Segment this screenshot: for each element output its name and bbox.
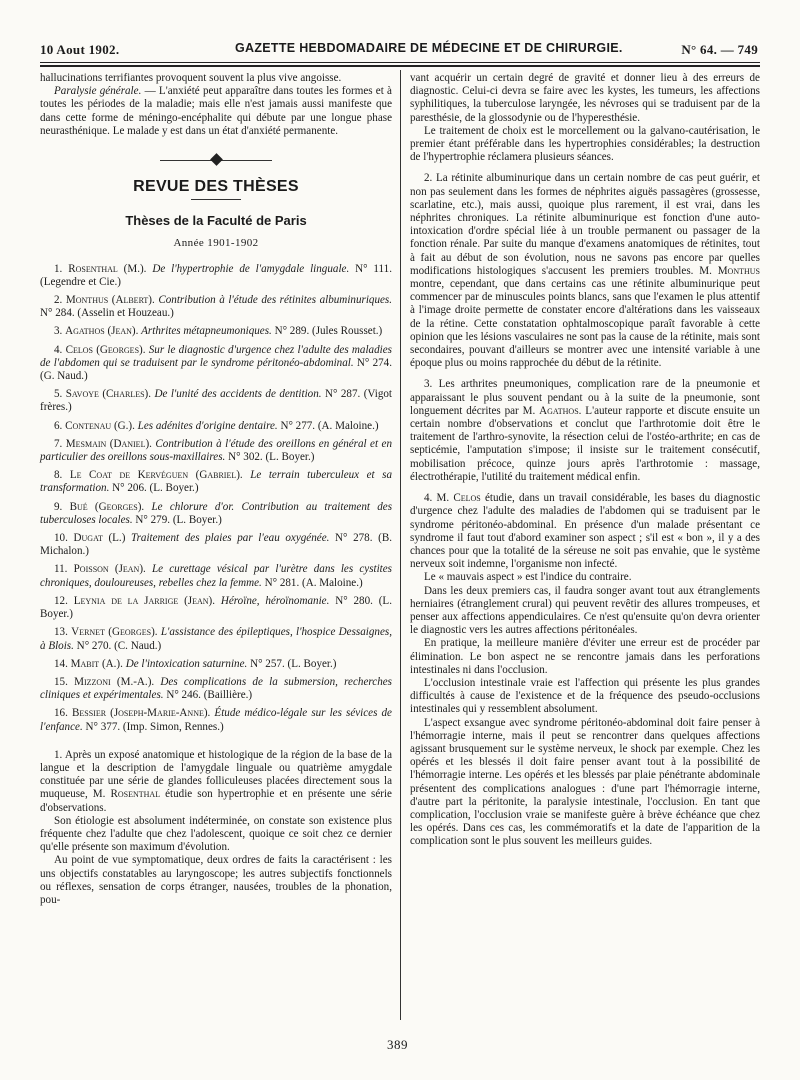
thesis-title: Des complications de la submersion, recherches cliniques et expérimentales.	[40, 675, 392, 702]
thesis-title: De l'hypertrophie de l'amygdale linguale.	[152, 262, 350, 275]
author-name: Agathos	[539, 404, 579, 417]
thesis-title: Le terrain tuberculeux et sa transformation.	[40, 469, 392, 495]
thesis-entry	[40, 420, 392, 433]
paragraph: 2. La rétinite albuminurique dans un certain nombre de cas peut guérir, et non pas seulement dans les formes de néphrites aiguës passagères (grossesse, scarlatine, etc.), mais aussi, quoique plus rarement, il est vrai, dans les néphrites chroniques. La rétinite albuminurique est fonction d'une auto-intoxication d'ordre spécial liée à un trouble permanent ou passager de la fonction rénale. Par suite du manque d'examens anatomiques de rétinites, tout à fait au début de son évolution, nous ne savons pas encore par quelles modifications histologiques s'accusent les premiers troubles. M. Monthus montre, cependant, que dans certains cas une rétinite albuminurique peut commencer par de minuscules points blancs, sans que l'examen le plus attentif à l'image droite permette de constater encore d'altérations dans les vaisseaux de la rétine. Cette constatation ophtalmoscopique paraît favorable à cette opinion que les lésions vasculaires ne sont pas la cause de la rétinite, mais sont secondaires, pouvant d'ailleurs se montrer avec une intensité variable à une époque plus ou moins rapprochée du début de la rétinite.	[410, 172, 760, 370]
thesis-entry	[40, 344, 392, 384]
page-number: 389	[387, 1037, 408, 1052]
thesis-entry	[40, 438, 392, 464]
thesis-title: Contribution à l'étude des oreillons en général et en particulier des oreillons sous-maxillaires.	[40, 437, 392, 464]
paragraph: Au point de vue symptomatique, deux ordres de faits la caractérisent : les uns objectifs constatables au laryngoscope; les autres subjectifs fonctionnels ou réflexes, sensation de corps étranger, nausées, troubles de la phonation, pou-	[40, 854, 392, 906]
thesis-author: Mesmain (Daniel).	[65, 437, 152, 450]
paragraph: Son étiologie est absolument indéterminée, on constate son existence plus fréquente chez l'adulte que chez l'adolescent, quoique ce soit chez ce dernier qu'elle présente son maximum d'évolution.	[40, 814, 392, 854]
thesis-author: Bessier (Joseph-Marie-Anne).	[71, 707, 211, 720]
separator-diamond-icon	[210, 153, 223, 166]
thesis-entry	[40, 676, 392, 702]
thesis-author: Le Coat de Kervéguen (Gabriel).	[69, 469, 243, 482]
thesis-author: Bué (Georges).	[69, 500, 145, 513]
thesis-title: Sur le diagnostic d'urgence chez l'adulte des maladies de l'abdomen qui se traduisent par le syndrome péritonéo-abdominal.	[40, 343, 392, 369]
thesis-number: 5.	[54, 388, 63, 401]
thesis-author: Rosenthal (M.).	[68, 262, 147, 275]
thesis-author: Dugat (L.)	[73, 532, 126, 545]
paragraph: vant acquérir un certain degré de gravité et donner lieu à des erreurs de diagnostic. Celui-ci devra se faire avec les kystes, les tumeurs, les affections syphilitiques, la tuberculose laryngée, les névroses qui se traduisent par de la paresthésie, de la glossodynie ou de l'hyperesthésie.	[410, 72, 760, 124]
thesis-publisher: N° 281. (A. Maloine.)	[261, 576, 363, 589]
thesis-entry	[40, 263, 392, 289]
paragraph: Le traitement de choix est le morcellement ou la galvano-cautérisation, le premier étant préférable dans les hypertrophies considérables; la destruction de l'hypertrophie réclamera plusieurs séances.	[410, 124, 760, 164]
thesis-title: L'assistance des épileptiques, l'hospice Dessaignes, à Blois.	[40, 626, 392, 652]
thesis-author: Agathos (Jean).	[65, 325, 139, 338]
thesis-entry	[40, 325, 392, 338]
author-name: Monthus	[717, 264, 760, 277]
thesis-entry	[40, 707, 392, 733]
thesis-number: 4.	[54, 343, 63, 356]
thesis-number: 12.	[54, 594, 68, 607]
thesis-publisher: N° 111. (Legendre et Cie.)	[40, 262, 392, 288]
thesis-number: 14.	[54, 657, 68, 670]
thesis-author: Monthus (Albert).	[65, 294, 155, 307]
thesis-title: Contribution à l'étude des rétinites albuminuriques.	[158, 294, 393, 307]
right-column	[410, 72, 760, 849]
thesis-author: Mabit (A.).	[70, 657, 123, 670]
header-date: 10 Aout 1902.	[40, 42, 120, 57]
thesis-publisher: N° 377. (Imp. Simon, Rennes.)	[82, 720, 224, 733]
thesis-number: 8.	[54, 469, 63, 482]
thesis-number: 6.	[54, 419, 63, 432]
column-divider	[400, 70, 401, 1020]
header-rule	[40, 62, 760, 63]
thesis-title: Étude médico-légale sur les sévices de l'enfance.	[40, 707, 392, 733]
paragraph: 4. M. Celos étudie, dans un travail considérable, les bases du diagnostic d'urgence chez l'adulte des maladies de l'abdomen qui se traduisent par le syndrome péritonéo-abdominal. En présence d'un malade présentant ce syndrome il faut tout d'abord examiner son aspect ; s'il est « bon », il y a des chances pour que la totalité de la séreuse ne soit pas envahie, que le système nerveux soit indemne, l'organisme non infecté.	[410, 492, 760, 571]
paragraph	[40, 85, 392, 138]
thesis-publisher: N° 277. (A. Maloine.)	[277, 419, 379, 432]
thesis-entry	[40, 469, 392, 495]
thesis-author: Celos (Georges).	[65, 343, 146, 356]
thesis-title: Arthrites métapneumoniques.	[141, 325, 272, 338]
paragraph-label: Paralysie générale.	[54, 85, 142, 98]
thesis-number: 15.	[54, 675, 68, 688]
thesis-entry	[40, 563, 392, 589]
thesis-number: 1.	[54, 262, 63, 275]
paragraph: L'aspect exsangue avec syndrome péritonéo-abdominal doit faire penser à l'hémorragie interne, mais il peut se rencontrer dans quelques affections agissant brusquement sur le système nerveux, le shock par exemple. Chez les opérés et les blessés il doit faire penser avant tout à la possibilité de l'hémorragie interne. Les opérés et les blessés par plaie pénétrante abdominale présentent des complications analogues : d'une part l'hémorragie interne, d'autre part la péritonite, la paralysie intestinale, l'occlusion. En tant que complication, l'occlusion vraie se manifeste guère à brève échéance que chez les opérés. Dans ces cas, les commémoratifs et la date de l'apparition de la complication sont le plus souvent les meilleurs guides.	[410, 716, 760, 848]
thesis-number: 9.	[54, 500, 63, 513]
thesis-title: Le chlorure d'or. Contribution au traitement des tuberculoses locales.	[40, 500, 393, 526]
thesis-entry	[40, 501, 392, 527]
thesis-publisher: N° 270. (C. Naud.)	[73, 639, 162, 652]
thesis-entry	[40, 532, 392, 558]
paragraph: Dans les deux premiers cas, il faudra songer avant tout aux étranglements herniaires (étranglement crural) qui peuvent revêtir des allures trompeuses, et penser aux affections appendiculaires. Ce n'est qu'ensuite qu'on devra orienter le diagnostic vers les autres affections péritonéales.	[410, 584, 760, 637]
thesis-title: De l'intoxication saturnine.	[125, 657, 248, 670]
thesis-publisher: N° 302. (L. Boyer.)	[225, 451, 315, 464]
thesis-entry	[40, 294, 392, 320]
thesis-list	[40, 263, 392, 734]
title-rule	[191, 199, 241, 200]
thesis-publisher: N° 280. (L. Boyer.)	[40, 594, 392, 621]
header-issue-page: N° 64. — 749	[681, 42, 758, 57]
author-name: Celos	[453, 492, 481, 505]
paragraph: 1. Après un exposé anatomique et histologique de la région de la base de la langue et la description de l'amygdale linguale ou quatrième amygdale constituée par une série de glandes folliculeuses placées directement sous la muqueuse, M. Rosenthal étudie son hypertrophie et en présente une série d'observations.	[40, 748, 392, 814]
thesis-publisher: N° 284. (Asselin et Houzeau.)	[40, 307, 174, 320]
section-title: REVUE DES THÈSES	[133, 178, 299, 196]
thesis-publisher: N° 289. (Jules Rousset.)	[271, 325, 383, 338]
thesis-entry	[40, 388, 392, 414]
thesis-number: 13.	[54, 626, 68, 639]
thesis-number: 11.	[54, 563, 68, 576]
thesis-author: Contenau (G.).	[65, 419, 135, 432]
thesis-entry	[40, 595, 392, 621]
paragraph: hallucinations terrifiantes provoquent souvent la plus vive angoisse.	[40, 72, 342, 84]
thesis-number: 16.	[54, 707, 68, 720]
thesis-number: 2.	[54, 294, 63, 307]
academic-year: Année 1901-1902	[173, 237, 259, 250]
thesis-publisher: N° 287. (Vigot frères.)	[40, 388, 392, 414]
thesis-entry	[40, 626, 392, 652]
paragraph-text: — L'anxiété peut apparaître dans toutes les formes et à toutes les périodes de la maladie; mais elle n'est jamais aussi manifeste que dans cette forme de méningo-encéphalite qui débute par une longue phase neurasthénique. Le malade y est dans un état d'anxiété permanente.	[40, 85, 392, 137]
thesis-author: Vernet (Georges).	[71, 626, 158, 639]
author-name: Rosenthal	[110, 788, 161, 801]
thesis-author: Leynia de la Jarrige (Jean).	[73, 594, 216, 607]
thesis-number: 3.	[54, 325, 63, 338]
thesis-title: Les adénites d'origine dentaire.	[137, 419, 278, 432]
thesis-publisher: N° 278. (B. Michalon.)	[40, 532, 392, 558]
header-journal-title: GAZETTE HEBDOMADAIRE DE MÉDECINE ET DE CHIRURGIE.	[235, 41, 623, 55]
header-rule-thick	[40, 65, 760, 67]
thesis-publisher: N° 274. (G. Naud.)	[40, 356, 392, 383]
thesis-number: 10.	[54, 532, 68, 545]
section-separator	[40, 148, 392, 174]
thesis-number: 7.	[54, 437, 63, 450]
thesis-title: De l'unité des accidents de dentition.	[154, 388, 322, 401]
thesis-author: Poisson (Jean).	[73, 563, 146, 576]
left-column	[40, 72, 392, 907]
paragraph: Le « mauvais aspect » est l'indice du contraire.	[424, 571, 632, 584]
thesis-entry	[40, 658, 392, 671]
thesis-publisher: N° 246. (Baillière.)	[163, 689, 253, 702]
thesis-publisher: N° 257. (L. Boyer.)	[247, 657, 337, 670]
thesis-publisher: N° 206. (L. Boyer.)	[109, 482, 199, 495]
paragraph: 3. Les arthrites pneumoniques, complication rare de la pneumonie et apparaissant le plus souvent pendant ou à la suite de la pneumonie, sont longuement décrites par M. Agathos. L'auteur rapporte et discute ensuite un certain nombre d'observations et conclut que l'arthrotomie doit être le traitement de l'arthro-synovite, la résection celui de l'ostéo-arthrite; en cas de septicémie, l'amputation s'impose; il insiste sur le traitement consécutif, mobilisation précoce, quinze jours après l'arthrotomie : massage, électrothérapie, l'utilité du traitement médical enfin.	[410, 378, 760, 483]
thesis-title: Héroïne, héroïnomanie.	[220, 594, 330, 607]
thesis-author: Savoye (Charles).	[65, 388, 152, 401]
thesis-title: Le curettage vésical par l'urètre dans les cystites chroniques, douloureuses, rebelles chez la femme.	[40, 563, 392, 589]
section-subtitle: Thèses de la Faculté de Paris	[125, 213, 307, 229]
paragraph: En pratique, la meilleure manière d'éviter une erreur est de procéder par élimination. Le bon aspect ne se rencontre jamais dans les perforations intestinales ni dans l'occlusion.	[410, 637, 760, 676]
thesis-title: Traitement des plaies par l'eau oxygénée.	[131, 532, 330, 545]
thesis-publisher: N° 279. (L. Boyer.)	[132, 513, 222, 526]
running-header	[40, 38, 758, 60]
paragraph: L'occlusion intestinale vraie est l'affection qui présente les plus grandes difficultés à cause de l'existence et de la fréquence des pseudo-occlusions intestinales qui y ressemblent absolument.	[410, 676, 760, 716]
thesis-author: Mizzoni (M.-A.).	[74, 675, 155, 688]
